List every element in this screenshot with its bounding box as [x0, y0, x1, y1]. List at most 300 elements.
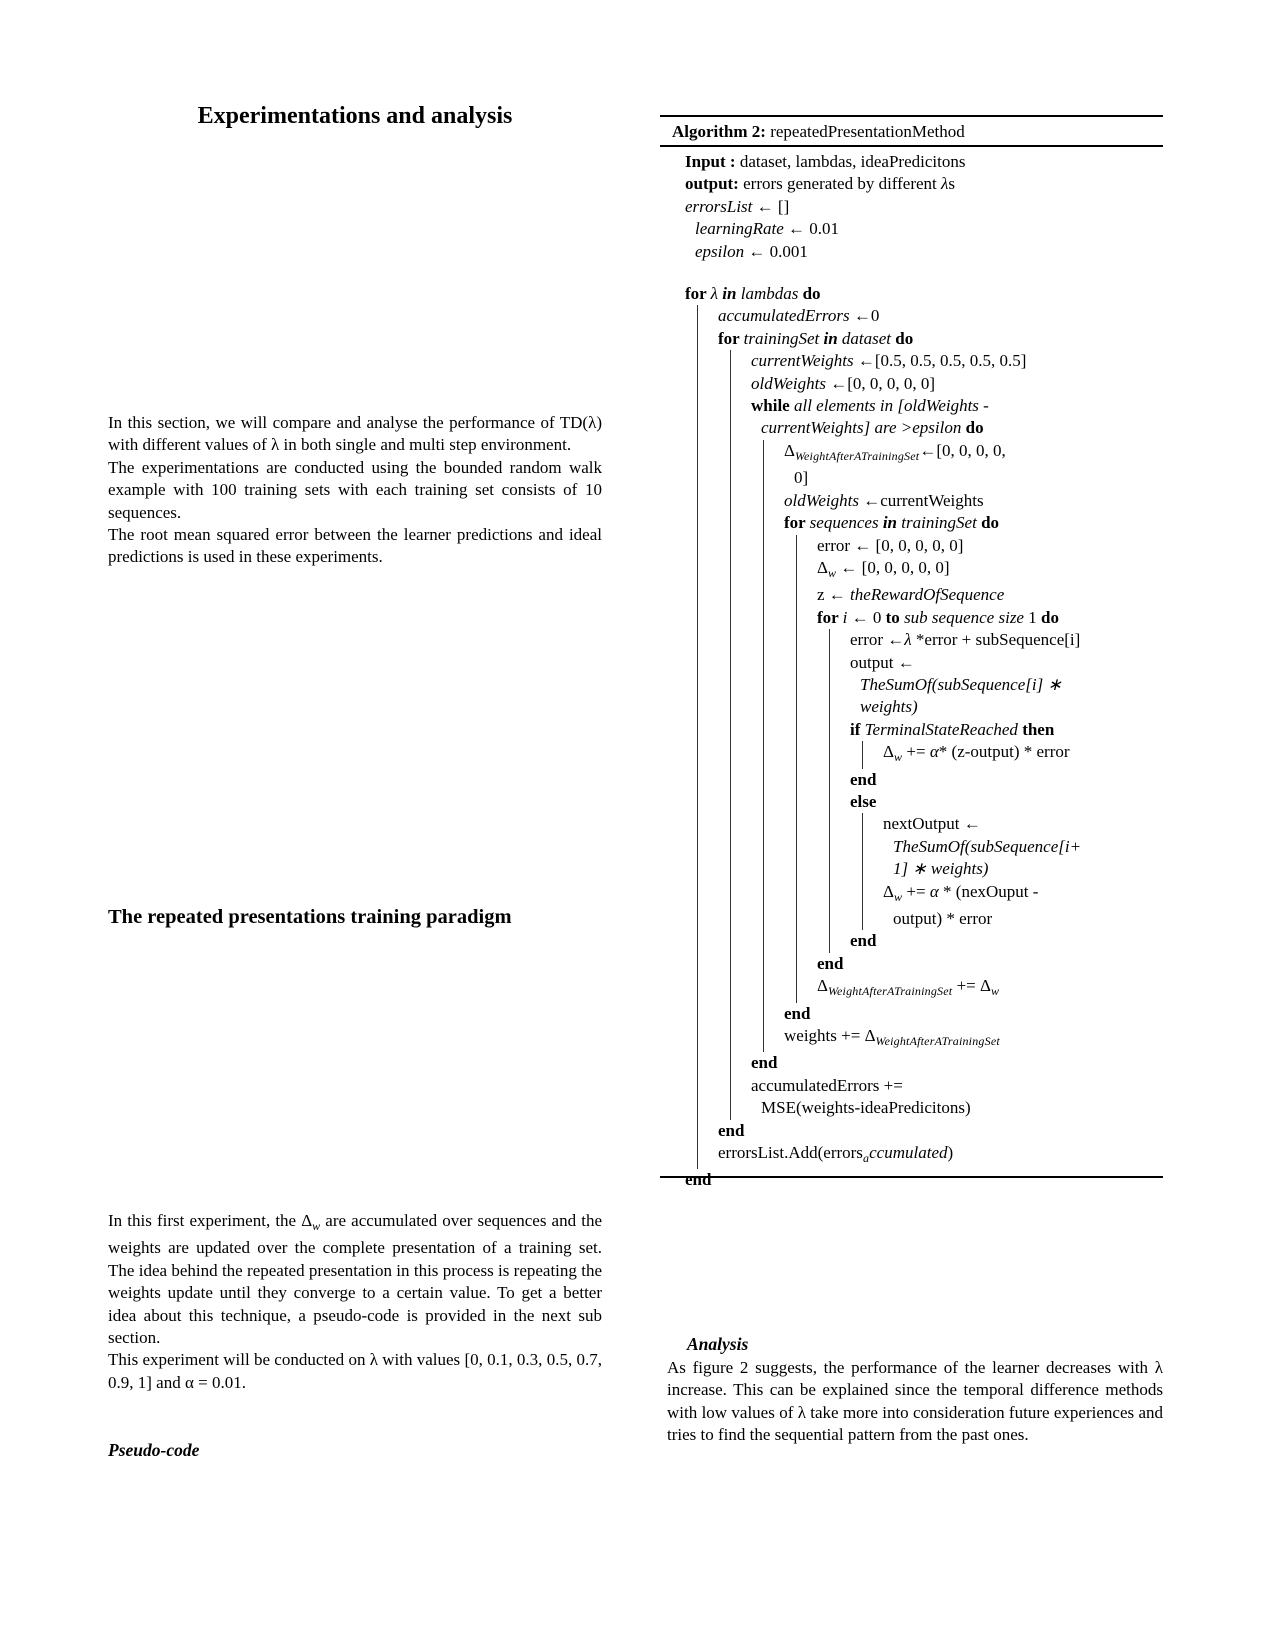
- indent-rule: [697, 373, 698, 395]
- indent-rule: [796, 908, 797, 930]
- indent-rule: [796, 975, 797, 1002]
- indent-rule: [763, 512, 764, 534]
- indent-rule: [730, 741, 731, 768]
- algorithm-line: [660, 440, 1163, 467]
- indent-rule: [730, 1025, 731, 1052]
- algorithm-text-segment: end: [718, 1120, 745, 1140]
- section-title: Experimentations and analysis: [197, 103, 513, 129]
- indent-rule: [829, 836, 830, 858]
- algorithm-text-segment: w: [893, 750, 903, 765]
- algorithm-line: [660, 1097, 1163, 1119]
- algorithm-line: [660, 930, 1163, 952]
- algorithm-text-segment: s: [948, 174, 956, 194]
- algorithm-text-segment: trainingSet: [743, 328, 824, 348]
- algorithm-line: [660, 328, 1163, 350]
- algorithm-text-segment: end: [817, 953, 844, 973]
- indent-rule: [730, 953, 731, 975]
- indent-rule: [763, 953, 764, 975]
- indent-rule: [697, 858, 698, 880]
- indent-rule: [763, 741, 764, 768]
- indent-rule: [697, 741, 698, 768]
- algorithm-line: [660, 1120, 1163, 1142]
- indent-rule: [763, 629, 764, 651]
- indent-rule: [763, 930, 764, 952]
- algorithm-text-segment: for: [784, 513, 810, 533]
- indent-rule: [730, 512, 731, 534]
- algorithm-text-segment: WeightAfterATrainingSet: [827, 984, 953, 999]
- indent-rule: [763, 607, 764, 629]
- paragraph: This experiment will be conducted on λ with values [0, 0.1, 0.3, 0.5, 0.7, 0.9, 1] and α = 0.01.: [108, 1350, 602, 1392]
- algorithm-text-segment: * (nexOuput -: [938, 881, 1039, 901]
- indent-rule: [829, 813, 830, 835]
- indent-rule: [730, 975, 731, 1002]
- algorithm-text-segment: dataset, lambdas, ideaPredicitons: [739, 152, 966, 171]
- algorithm-text-segment: TerminalStateReached: [864, 719, 1023, 739]
- algorithm-text-segment: 1: [1028, 607, 1041, 627]
- algorithm-line: [660, 1075, 1163, 1097]
- indent-rule: [697, 584, 698, 606]
- indent-rule: [763, 557, 764, 584]
- analysis-heading: Analysis: [687, 1334, 749, 1354]
- algorithm-line: [660, 196, 1163, 218]
- algorithm-text-segment: oldWeights: [751, 373, 826, 393]
- indent-rule: [697, 629, 698, 651]
- algorithm-line: [660, 283, 1163, 305]
- indent-rule: [829, 908, 830, 930]
- indent-rule: [763, 858, 764, 880]
- indent-rule: [730, 908, 731, 930]
- algorithm-text-segment: do: [1040, 607, 1059, 627]
- indent-rule: [730, 1003, 731, 1025]
- algorithm-text-segment: if: [850, 719, 865, 739]
- indent-rule: [796, 652, 797, 674]
- indent-rule: [763, 467, 764, 489]
- algorithm-line: [660, 395, 1163, 417]
- algorithm-line: [660, 719, 1163, 741]
- indent-rule: [862, 813, 863, 835]
- indent-rule: [697, 1052, 698, 1074]
- algorithm-line: [660, 467, 1163, 489]
- indent-rule: [697, 1003, 698, 1025]
- indent-rule: [697, 836, 698, 858]
- algorithm-text-segment: nextOutput ←: [883, 814, 981, 834]
- paragraph-text: are accumulated over sequences and the weights are updated over the complete presentation of a training set. The idea behind the repeated presentation in this process is repeating the weights update until they converge to a certain value. To get a better idea about this technique, a pseudo-code is provided in the next sub section.: [108, 1211, 602, 1348]
- algorithm-text-segment: in: [722, 284, 741, 304]
- indent-rule: [829, 881, 830, 908]
- indent-rule: [730, 440, 731, 467]
- algorithm-line: [660, 373, 1163, 395]
- algorithm-text-segment: Δ: [817, 557, 828, 577]
- algorithm-text-segment: Δ: [784, 440, 795, 460]
- algorithm-text-segment: Δ: [864, 1026, 876, 1046]
- algorithm-line: [660, 858, 1163, 880]
- algorithm-line: [660, 584, 1163, 606]
- indent-rule: [796, 535, 797, 557]
- indent-rule: [796, 741, 797, 768]
- indent-rule: [730, 858, 731, 880]
- algorithm-text-segment: do: [895, 328, 914, 348]
- algorithm-text-segment: for: [817, 607, 843, 627]
- indent-rule: [763, 535, 764, 557]
- algorithm-text-segment: Δ: [883, 742, 894, 762]
- indent-rule: [829, 769, 830, 791]
- indent-rule: [697, 512, 698, 534]
- indent-rule: [862, 858, 863, 880]
- analysis-paragraph: As figure 2 suggests, the performance of the learner decreases with λ increase. This can be explained since the temporal difference methods with low values of λ take more into consideration future experiences and tries to find the sequential pattern from the past ones.: [667, 1358, 1163, 1445]
- algorithm-text-segment: in: [882, 513, 902, 533]
- pseudocode-heading: Pseudo-code: [108, 1440, 200, 1460]
- indent-rule: [763, 674, 764, 696]
- indent-rule: [697, 1097, 698, 1119]
- indent-rule: [730, 607, 731, 629]
- indent-rule: [796, 557, 797, 584]
- algorithm-text-segment: epsilon: [695, 241, 745, 261]
- algorithm-text-segment: ccumulated: [869, 1143, 948, 1163]
- indent-rule: [763, 490, 764, 512]
- algorithm-text-segment: do: [965, 418, 984, 438]
- indent-rule: [829, 674, 830, 696]
- indent-rule: [697, 769, 698, 791]
- paragraph: [108, 1210, 602, 1349]
- indent-rule: [730, 395, 731, 417]
- algorithm-text-segment: ←0: [849, 306, 880, 326]
- algorithm-text-segment: ←[0, 0, 0, 0,: [919, 440, 1006, 460]
- indent-rule: [697, 490, 698, 512]
- algorithm-caption: [660, 117, 1163, 147]
- algorithm-text-segment: trainingSet: [901, 513, 982, 533]
- algorithm-text-segment: learningRate: [695, 219, 784, 239]
- algorithm-line: [660, 305, 1163, 327]
- algorithm-text-segment: ← 0.001: [744, 241, 808, 261]
- algorithm-caption-title: repeatedPresentationMethod: [765, 122, 965, 141]
- algorithm-line: [660, 557, 1163, 584]
- algorithm-text-segment: else: [850, 791, 877, 811]
- indent-rule: [763, 719, 764, 741]
- indent-rule: [697, 975, 698, 1002]
- algorithm-text-segment: WeightAfterATrainingSet: [875, 1034, 1000, 1049]
- indent-rule: [763, 791, 764, 813]
- indent-rule: [697, 1120, 698, 1142]
- indent-rule: [697, 1025, 698, 1052]
- algorithm-text-segment: accumulatedErrors: [718, 306, 850, 326]
- algorithm-text-segment: errorsList: [685, 196, 753, 216]
- algorithm-text-segment: ←currentWeights: [858, 490, 984, 510]
- indent-rule: [829, 930, 830, 952]
- algorithm-line: [660, 1052, 1163, 1074]
- indent-rule: [697, 440, 698, 467]
- algorithm-text-segment: w: [990, 984, 1000, 999]
- algorithm-line: [660, 417, 1163, 439]
- algorithm-text-segment: * (z-output) * error: [938, 742, 1070, 762]
- indent-rule: [697, 930, 698, 952]
- algorithm-text-segment: to: [885, 607, 905, 627]
- algorithm-text-segment: *error + subSequence[i]: [911, 630, 1081, 650]
- indent-rule: [697, 813, 698, 835]
- indent-rule: [763, 1003, 764, 1025]
- algorithm-text-segment: error ←: [850, 630, 905, 650]
- algorithm-text-segment: ← 0: [847, 607, 886, 627]
- algorithm-text-segment: do: [981, 513, 1000, 533]
- indent-rule: [829, 719, 830, 741]
- algorithm-text-segment: ←[0, 0, 0, 0, 0]: [825, 373, 936, 393]
- experiment-paragraphs: [108, 1210, 602, 1394]
- indent-rule: [763, 584, 764, 606]
- indent-rule: [730, 881, 731, 908]
- indent-rule: [763, 769, 764, 791]
- indent-rule: [730, 490, 731, 512]
- algorithm-line: [660, 769, 1163, 791]
- indent-rule: [730, 417, 731, 439]
- indent-rule: [763, 813, 764, 835]
- algorithm-line: [660, 1169, 1163, 1191]
- algorithm-text-segment: 0]: [794, 468, 809, 488]
- algorithm-text-segment: weights): [860, 697, 918, 717]
- indent-rule: [829, 791, 830, 813]
- algorithm-text-segment: a: [862, 1151, 870, 1166]
- indent-rule: [829, 858, 830, 880]
- indent-rule: [796, 858, 797, 880]
- indent-rule: [730, 791, 731, 813]
- indent-rule: [697, 467, 698, 489]
- indent-rule: [763, 696, 764, 718]
- indent-rule: [796, 674, 797, 696]
- algorithm-text-segment: λ: [904, 630, 912, 650]
- algorithm-line: [660, 1025, 1163, 1052]
- algorithm-body: [660, 147, 1163, 1192]
- algorithm-text-segment: ←[0.5, 0.5, 0.5, 0.5, 0.5]: [853, 351, 1027, 371]
- paragraph: The experimentations are conducted using the bounded random walk example with 100 training sets with each training set consists of 10 sequences.: [108, 457, 602, 522]
- indent-rule: [862, 836, 863, 858]
- algorithm-text-segment: output:: [685, 174, 744, 194]
- algorithm-text-segment: +=: [902, 742, 930, 762]
- indent-rule: [730, 467, 731, 489]
- algorithm-text-segment: ← 0.01: [783, 219, 840, 239]
- algorithm-text-segment: for: [685, 284, 711, 304]
- indent-rule: [763, 975, 764, 1002]
- delta-subscript: w: [312, 1219, 321, 1233]
- algorithm-line: [660, 151, 1163, 173]
- algorithm-text-segment: end: [784, 1003, 811, 1023]
- indent-rule: [796, 791, 797, 813]
- algorithm-text-segment: lambdas: [740, 284, 803, 304]
- indent-rule: [730, 813, 731, 835]
- algorithm-line: [660, 791, 1163, 813]
- indent-rule: [697, 908, 698, 930]
- algorithm-text-segment: while: [751, 396, 794, 416]
- subsection-title: The repeated presentations training paradigm: [108, 906, 512, 928]
- indent-rule: [829, 629, 830, 651]
- indent-rule: [730, 557, 731, 584]
- algorithm-text-segment: α: [929, 742, 939, 762]
- algorithm-text-segment: λ: [710, 284, 723, 304]
- indent-rule: [763, 440, 764, 467]
- algorithm-text-segment: ← [0, 0, 0, 0, 0]: [836, 557, 950, 577]
- indent-rule: [697, 535, 698, 557]
- indent-rule: [796, 930, 797, 952]
- algorithm-line: [660, 607, 1163, 629]
- algorithm-line: [660, 490, 1163, 512]
- algorithm-text-segment: oldWeights: [784, 490, 859, 510]
- indent-rule: [829, 696, 830, 718]
- algorithm-caption-label: Algorithm 2:: [672, 122, 766, 141]
- indent-rule: [730, 1052, 731, 1074]
- algorithm-text-segment: then: [1022, 719, 1055, 739]
- algorithm-line: [660, 741, 1163, 768]
- indent-rule: [730, 769, 731, 791]
- algorithm-text-segment: in: [823, 328, 842, 348]
- algorithm-text-segment: λ: [941, 174, 949, 194]
- algorithm-blank-line: [660, 263, 1163, 283]
- indent-rule: [763, 881, 764, 908]
- indent-rule: [730, 696, 731, 718]
- indent-rule: [697, 953, 698, 975]
- algorithm-text-segment: end: [751, 1053, 778, 1073]
- indent-rule: [829, 741, 830, 768]
- algorithm-line: [660, 652, 1163, 674]
- indent-rule: [697, 395, 698, 417]
- algorithm-line: [660, 173, 1163, 195]
- algorithm-text-segment: sub sequence size: [904, 607, 1029, 627]
- algorithm-line: [660, 629, 1163, 651]
- indent-rule: [763, 836, 764, 858]
- algorithm-text-segment: +=: [902, 881, 930, 901]
- indent-rule: [730, 930, 731, 952]
- paragraph: The root mean squared error between the learner predictions and ideal predictions is used in these experiments.: [108, 525, 602, 567]
- paragraph: In this section, we will compare and analyse the performance of TD(λ) with different values of λ in both single and multi step environment.: [108, 413, 602, 455]
- indent-rule: [763, 1025, 764, 1052]
- indent-rule: [697, 607, 698, 629]
- indent-rule: [697, 557, 698, 584]
- algorithm-text-segment: α: [929, 881, 939, 901]
- algorithm-text-segment: theRewardOfSequence: [850, 585, 1005, 605]
- algorithm-text-segment: Δ: [883, 881, 894, 901]
- algorithm-line: [660, 953, 1163, 975]
- indent-rule: [796, 881, 797, 908]
- algorithm-text-segment: ← []: [752, 196, 790, 216]
- indent-rule: [730, 836, 731, 858]
- indent-rule: [697, 881, 698, 908]
- indent-rule: [697, 719, 698, 741]
- algorithm-text-segment: w: [893, 889, 903, 904]
- indent-rule: [763, 908, 764, 930]
- algorithm-line: [660, 241, 1163, 263]
- intro-paragraphs: [108, 412, 602, 569]
- indent-rule: [730, 373, 731, 395]
- indent-rule: [796, 836, 797, 858]
- algorithm-text-segment: output) * error: [893, 909, 993, 928]
- algorithm-text-segment: do: [802, 284, 821, 304]
- algorithm-text-segment: TheSumOf(subSequence[i+: [893, 836, 1082, 856]
- algorithm-line: [660, 908, 1163, 930]
- algorithm-line: [660, 674, 1163, 696]
- algorithm-text-segment: Input :: [685, 152, 740, 171]
- indent-rule: [730, 652, 731, 674]
- algorithm-line: [660, 535, 1163, 557]
- indent-rule: [730, 535, 731, 557]
- algorithm-line: [660, 696, 1163, 718]
- indent-rule: [862, 908, 863, 930]
- algorithm-text-segment: TheSumOf(subSequence[i] ∗: [860, 674, 1062, 694]
- algorithm-text-segment: end: [685, 1170, 712, 1190]
- indent-rule: [697, 1075, 698, 1097]
- indent-rule: [697, 350, 698, 372]
- indent-rule: [730, 584, 731, 606]
- indent-rule: [697, 305, 698, 327]
- algorithm-line: [660, 1003, 1163, 1025]
- algorithm-text-segment: errors generated by different: [743, 174, 942, 194]
- algorithm-text-segment: currentWeights] are >epsilon: [761, 418, 966, 438]
- indent-rule: [862, 741, 863, 768]
- algorithm-text-segment: w: [827, 565, 837, 580]
- algorithm-line: [660, 218, 1163, 240]
- indent-rule: [730, 1075, 731, 1097]
- indent-rule: [697, 791, 698, 813]
- algorithm-text-segment: ): [947, 1143, 954, 1163]
- indent-rule: [796, 953, 797, 975]
- paragraph-text: In this first experiment, the Δ: [108, 1211, 313, 1230]
- indent-rule: [697, 328, 698, 350]
- indent-rule: [730, 674, 731, 696]
- algorithm-text-segment: MSE(weights-ideaPredicitons): [761, 1098, 971, 1118]
- algorithm-line: [660, 836, 1163, 858]
- algorithm-text-segment: 1] ∗ weights): [893, 859, 989, 879]
- indent-rule: [697, 417, 698, 439]
- indent-rule: [796, 584, 797, 606]
- indent-rule: [730, 1097, 731, 1119]
- indent-rule: [796, 769, 797, 791]
- algorithm-line: [660, 350, 1163, 372]
- algorithm-text-segment: WeightAfterATrainingSet: [794, 448, 920, 463]
- algorithm-text-segment: Δ: [817, 976, 828, 996]
- algorithm-text-segment: +=: [952, 976, 981, 996]
- algorithm-text-segment: weights +=: [784, 1026, 865, 1046]
- indent-rule: [697, 696, 698, 718]
- algorithm-text-segment: errorsList.Add(errors: [718, 1143, 863, 1163]
- indent-rule: [796, 607, 797, 629]
- indent-rule: [697, 674, 698, 696]
- algorithm-text-segment: dataset: [841, 328, 896, 348]
- indent-rule: [763, 652, 764, 674]
- indent-rule: [796, 629, 797, 651]
- algorithm-text-segment: all elements in [oldWeights -: [793, 396, 989, 416]
- algorithm-line: [660, 1142, 1163, 1169]
- algorithm-line: [660, 881, 1163, 908]
- algorithm-text-segment: Δ: [980, 976, 991, 996]
- indent-rule: [862, 881, 863, 908]
- algorithm-text-segment: accumulatedErrors +=: [751, 1075, 903, 1095]
- algorithm-text-segment: sequences: [809, 513, 883, 533]
- indent-rule: [730, 719, 731, 741]
- algorithm-text-segment: i: [842, 607, 848, 627]
- algorithm-text-segment: output ←: [850, 652, 915, 672]
- indent-rule: [730, 350, 731, 372]
- indent-rule: [829, 652, 830, 674]
- algorithm-line: [660, 975, 1163, 1002]
- algorithm-line: [660, 512, 1163, 534]
- indent-rule: [697, 652, 698, 674]
- algorithm-text-segment: z ←: [817, 585, 851, 605]
- indent-rule: [796, 719, 797, 741]
- indent-rule: [796, 696, 797, 718]
- algorithm-text-segment: error ← [0, 0, 0, 0, 0]: [817, 535, 964, 555]
- indent-rule: [697, 1142, 698, 1169]
- algorithm-text-segment: end: [850, 769, 877, 789]
- algorithm-text-segment: end: [850, 931, 877, 951]
- algorithm-text-segment: currentWeights: [751, 351, 854, 371]
- indent-rule: [730, 629, 731, 651]
- algorithm-text-segment: for: [718, 328, 744, 348]
- algorithm-box: [660, 115, 1163, 1190]
